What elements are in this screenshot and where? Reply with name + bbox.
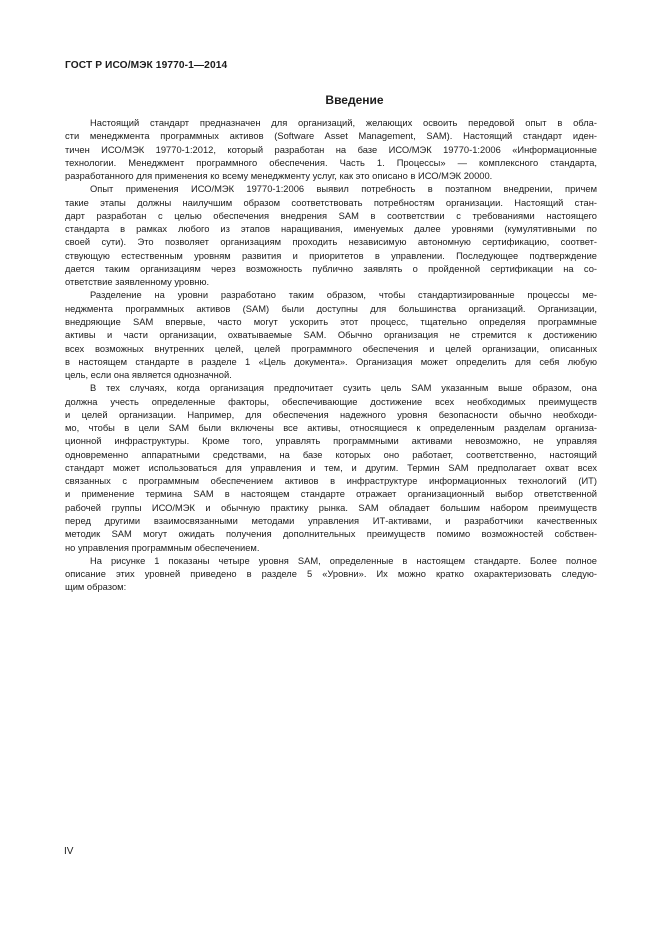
document-header: ГОСТ Р ИСО/МЭК 19770-1—2014	[65, 60, 228, 71]
text-line: На рисунке 1 показаны четыре уровня SAM, определенные в настоящем стандарте. Более полное	[90, 555, 597, 566]
section-title: Введение	[325, 93, 384, 107]
text-line: ствующую естественным уровням развития и приоритетов в управлении. Последующее подтверждение	[65, 250, 597, 261]
text-line: перед другими взаимосвязанными методами управления ИТ-активами, и разработчики качественных	[65, 515, 597, 526]
text-line: дарт разработан с целью обеспечения внедрения SAM в соответствии с требованиями настоящего	[65, 210, 597, 221]
paragraph	[65, 289, 597, 382]
text-line: ответствие заявленному уровню.	[65, 277, 210, 288]
paragraph	[65, 117, 597, 183]
text-line: Настоящий стандарт предназначен для организаций, желающих освоить передовой опыт в обла-	[90, 118, 597, 128]
paragraph	[65, 382, 597, 554]
text-line: и применение термина SAM в настоящем стандарте отражает организационный выбор ответственной	[65, 489, 597, 500]
text-line: своей сути). Это позволяет организациям проходить независимую автономную сертификацию, соответ-	[65, 237, 597, 248]
paragraph	[65, 183, 597, 289]
text-line: рабочей группы ИСО/МЭК и обычную практику рынка. SAM обладает большим набором преимуществ	[65, 502, 597, 513]
text-line: всех возможных внутренних целей, целей программного обеспечения и целей организации, описанных	[65, 343, 597, 354]
text-line: должна учесть определенные факторы, обеспечивающие достижение всех необходимых преимуществ	[65, 396, 597, 407]
text-line: цель, если она является однозначной.	[65, 370, 232, 381]
paragraph	[65, 555, 597, 595]
text-line: неджмента программных активов (SAM) были доступны для большинства организаций. Организации,	[65, 303, 597, 314]
text-line: Опыт применения ИСО/МЭК 19770-1:2006 выявил потребность в поэтапном внедрении, причем	[90, 184, 597, 195]
text-line: ционной инфраструктуры. Кроме того, управлять программными активами невозможно, не управляя	[65, 436, 597, 447]
text-line: внедряющие SAM впервые, часто могут ускорить этот процесс, тщательно определяя программные	[65, 316, 597, 327]
text-line: технологии. Менеджмент программного обеспечения. Часть 1. Процессы» — комплексного стандарта,	[65, 157, 597, 168]
body-text	[65, 117, 597, 595]
text-line: Разделение на уровни разработано таким образом, чтобы стандартизированные процессы ме-	[90, 290, 597, 301]
text-line: разработанного для применения ко всему менеджменту услуг, как это описано в ИСО/МЭК 20000.	[65, 171, 493, 182]
text-line: связанных с программным обеспечением активов в инфраструктуре информационных технологий (ИТ)	[65, 476, 597, 487]
text-line: и целей организации. Например, для обеспечения надежного уровня безопасности обычно необходи-	[65, 409, 597, 420]
text-line: но управления программным обеспечением.	[65, 542, 260, 553]
text-line: В тех случаях, когда организация предпочитает сузить цель SAM указанным выше образом, она	[90, 383, 597, 394]
text-line: стандарта в рамках любого из этапов наращивания, именуемых далее уровнями (кумулятивными по	[65, 224, 597, 235]
text-line: тичен ИСО/МЭК 19770-1:2012, который разработан на базе ИСО/МЭК 19770-1:2006 «Информационные	[65, 144, 597, 155]
text-line: одновременно аппаратными средствами, на базе которых оно работает, соответственно, настоящий	[65, 449, 597, 460]
text-line: в настоящем стандарте в разделе 1 «Цель документа». Организация может определить для себя любую	[65, 356, 597, 367]
text-line: щим образом:	[65, 582, 127, 593]
text-line: описание этих уровней приведено в разделе 5 «Уровни». Их можно кратко охарактеризовать следую-	[65, 569, 597, 580]
text-line: мо, чтобы в цели SAM были включены все активы, относящиеся к определенным разделам организа-	[65, 423, 597, 434]
page-number: IV	[64, 846, 74, 857]
text-line: методик SAM могут ожидать получения дополнительных преимуществ помимо возможностей собствен-	[65, 529, 597, 540]
text-line: такие этапы должны наилучшим образом соответствовать потребностям организации. Настоящий стан-	[65, 197, 597, 208]
text-line: активы и части организации, охватываемые SAM. Обычно организация не стремится к достижению	[65, 330, 597, 341]
text-line: сти менеджмента программных активов (Software Asset Management, SAM). Настоящий стандарт иден-	[65, 131, 597, 142]
text-line: стандарт может использоваться для управления и тем, и другим. Термин SAM предполагает охват всех	[65, 462, 597, 473]
text-line: дается таким организациям через возможность публично заявлять о пройденной сертификации на со-	[65, 263, 597, 274]
